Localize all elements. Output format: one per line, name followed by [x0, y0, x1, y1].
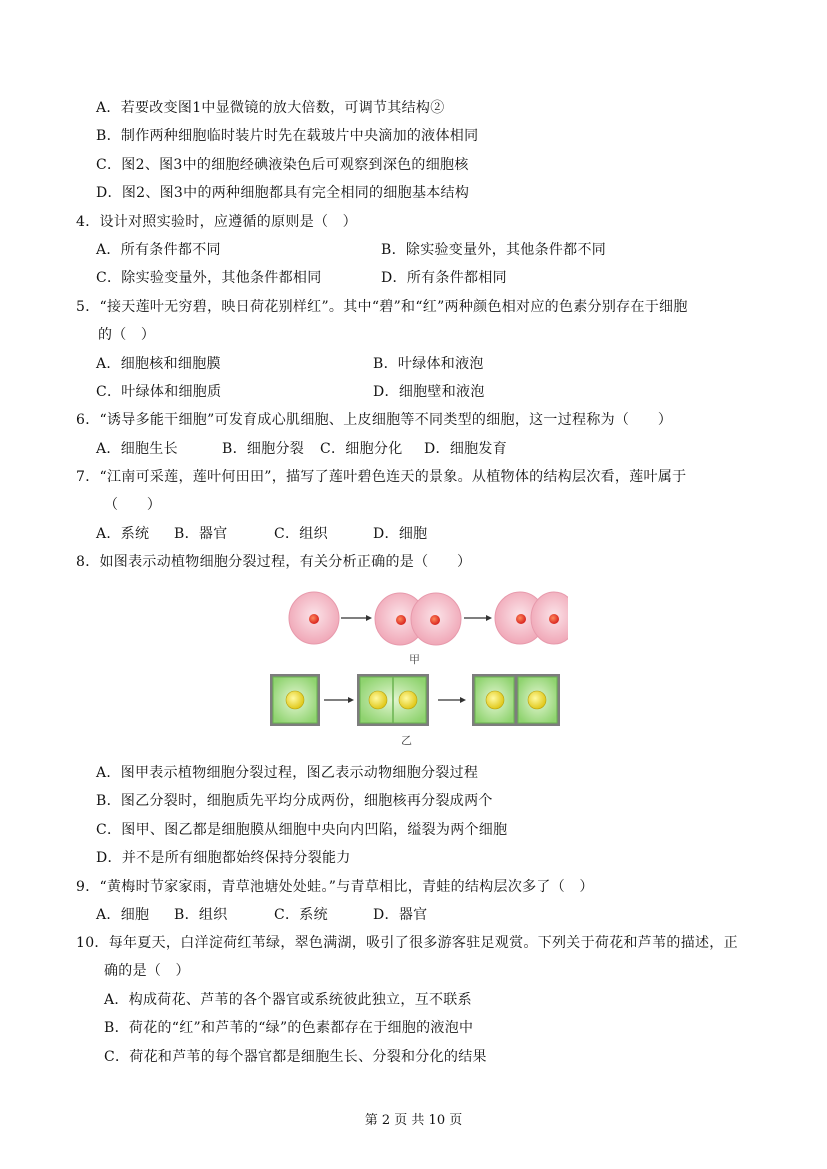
q6-option-b: B．细胞分裂: [222, 441, 305, 457]
arrow-icon: [341, 615, 372, 621]
cell-division-figure: [268, 588, 568, 748]
q7-stem-line1: 7．“江南可采莲，莲叶何田田”，描写了莲叶碧色连天的景象。从植物体的结构层次看，莲叶属于: [76, 469, 687, 485]
q5-stem-line2: 的（ ）: [98, 327, 156, 343]
q4-option-a: A．所有条件都不同: [96, 242, 221, 258]
q10-option-c: C．荷花和芦苇的每个器官都是细胞生长、分裂和分化的结果: [104, 1049, 487, 1065]
arrow-icon: [324, 697, 354, 703]
q9-option-b: B．组织: [174, 907, 228, 923]
q6-option-c: C．细胞分化: [320, 441, 403, 457]
plant-cell-stage-1: [270, 674, 320, 726]
animal-cell-stage-2: [375, 593, 461, 645]
arrow-icon: [464, 615, 492, 621]
q8-option-b: B．图乙分裂时，细胞质先平均分成两份，细胞核再分裂成两个: [96, 793, 493, 809]
q7-option-a: A．系统: [96, 526, 150, 542]
q7-option-c: C．组织: [274, 526, 328, 542]
q3-option-d: D．图2、图3中的两种细胞都具有完全相同的细胞基本结构: [96, 185, 470, 201]
q10-option-a: A．构成荷花、芦苇的各个器官或系统彼此独立，互不联系: [104, 992, 472, 1008]
q6-option-d: D．细胞发育: [424, 441, 508, 457]
q4-option-d: D．所有条件都相同: [381, 270, 507, 286]
q5-stem-line1: 5．“接天莲叶无穷碧，映日荷花别样红”。其中“碧”和“红”两种颜色相对应的色素分别存在于细胞: [76, 299, 688, 315]
q8-option-a: A．图甲表示植物细胞分裂过程，图乙表示动物细胞分裂过程: [96, 765, 479, 781]
figure-label-yi: 乙: [401, 734, 412, 747]
q9-option-c: C．系统: [274, 907, 328, 923]
q7-stem-line2: （ ）: [104, 497, 162, 513]
q7-option-d: D．细胞: [373, 526, 428, 542]
figure-label-jia: 甲: [409, 653, 420, 666]
q8-option-c: C．图甲、图乙都是细胞膜从细胞中央向内凹陷，缢裂为两个细胞: [96, 822, 508, 838]
q10-stem-line1: 10．每年夏天，白洋淀荷红苇绿，翠色满湖，吸引了很多游客驻足观赏。下列关于荷花和芦苇的描述，正: [76, 935, 738, 951]
page-footer: 第 2 页 共 10 页: [364, 1113, 463, 1128]
plant-cell-stage-3: [472, 674, 560, 726]
q10-option-b: B．荷花的“红”和芦苇的“绿”的色素都存在于细胞的液泡中: [104, 1020, 474, 1036]
q10-stem-line2: 确的是（ ）: [104, 963, 190, 979]
q6-option-a: A．细胞生长: [96, 441, 178, 457]
q9-option-d: D．器官: [373, 907, 428, 923]
q3-option-c: C．图2、图3中的细胞经碘液染色后可观察到深色的细胞核: [96, 157, 469, 173]
q7-option-b: B．器官: [174, 526, 228, 542]
q9-stem: 9．“黄梅时节家家雨，青草池塘处处蛙。”与青草相比，青蛙的结构层次多了（ ）: [76, 879, 594, 895]
plant-cell-stage-2: [357, 674, 429, 726]
q3-option-a: A．若要改变图1中显微镜的放大倍数，可调节其结构②: [96, 100, 445, 116]
q5-option-a: A．细胞核和细胞膜: [96, 356, 221, 372]
q3-option-b: B．制作两种细胞临时装片时先在载玻片中央滴加的液体相同: [96, 128, 479, 144]
q8-stem: 8．如图表示动植物细胞分裂过程，有关分析正确的是（ ）: [76, 554, 472, 570]
q6-stem: 6．“诱导多能干细胞”可发育成心肌细胞、上皮细胞等不同类型的细胞，这一过程称为（ ）: [76, 412, 673, 428]
q9-option-a: A．细胞: [96, 907, 150, 923]
q5-option-d: D．细胞壁和液泡: [373, 384, 485, 400]
q5-option-b: B．叶绿体和液泡: [373, 356, 484, 372]
q4-option-b: B．除实验变量外，其他条件都不同: [381, 242, 607, 258]
animal-cell-stage-3: [495, 592, 568, 644]
arrow-icon: [438, 697, 466, 703]
q8-option-d: D．并不是所有细胞都始终保持分裂能力: [96, 850, 351, 866]
q4-stem: 4．设计对照实验时，应遵循的原则是（ ）: [76, 214, 357, 230]
animal-cell-stage-1: [289, 592, 339, 644]
q4-option-c: C．除实验变量外，其他条件都相同: [96, 270, 322, 286]
q5-option-c: C．叶绿体和细胞质: [96, 384, 222, 400]
